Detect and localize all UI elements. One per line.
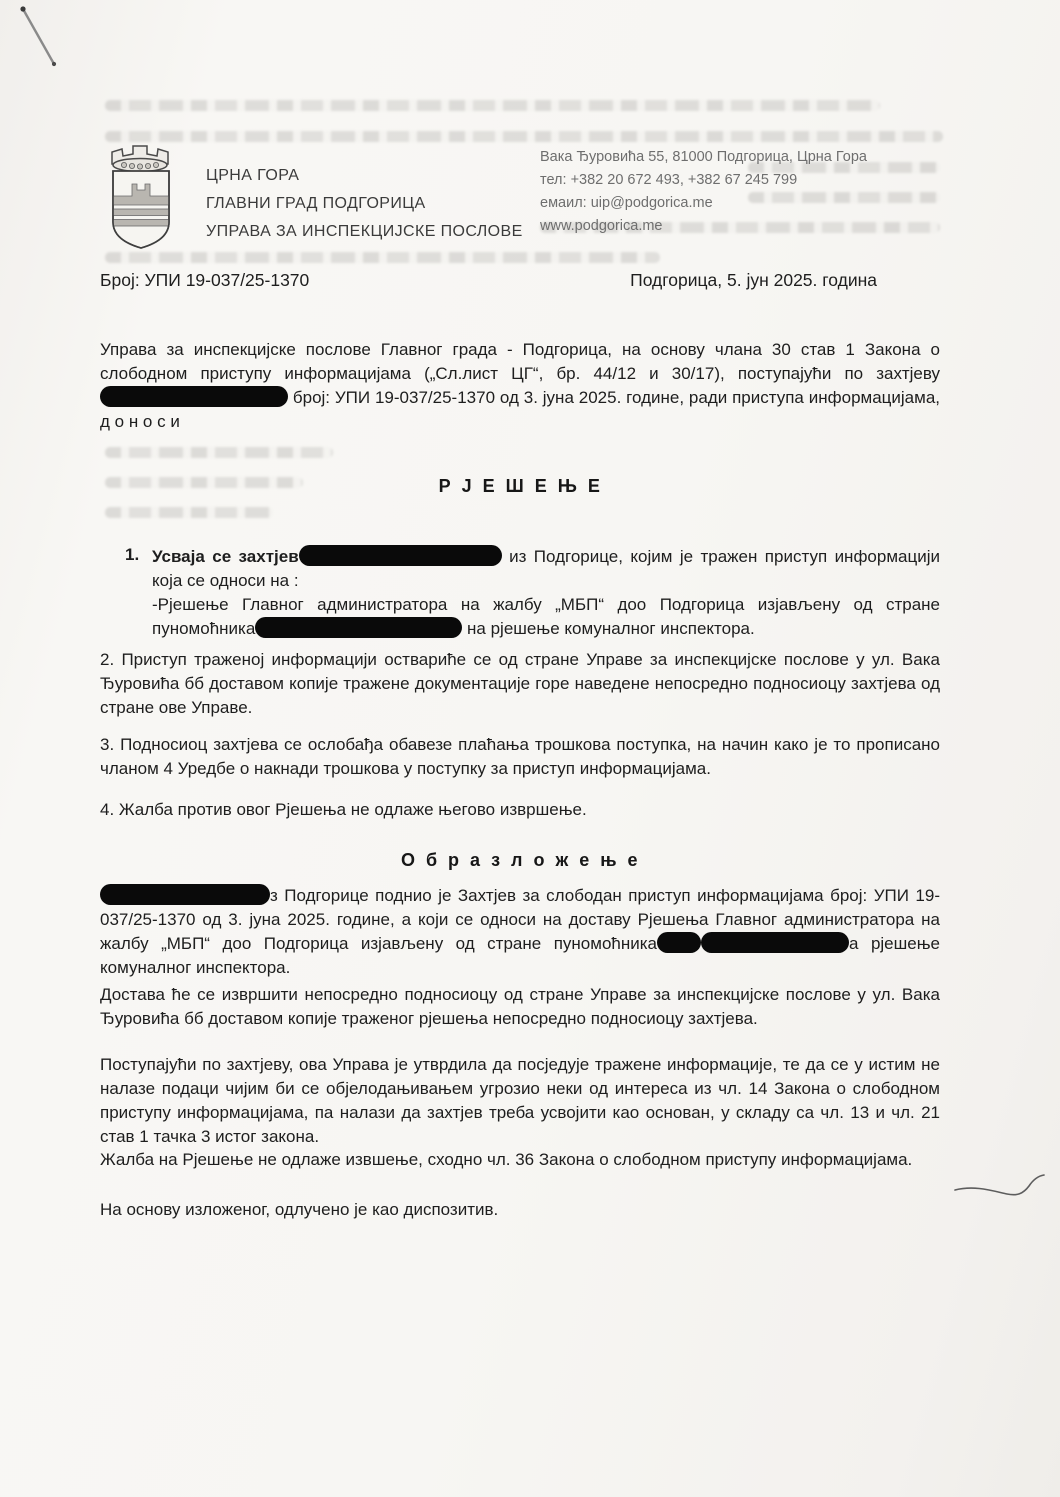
corner-mark bbox=[0, 0, 70, 80]
contact-address: Вака Ђуровића 55, 81000 Подгорица, Црна Гора bbox=[540, 149, 867, 165]
item1-number: 1. bbox=[125, 545, 140, 564]
intro-text-after: број: УПИ 19-037/25-1370 од 3. јуна 2025. године, ради приступа информацијама, д о н о с и bbox=[100, 388, 940, 431]
item1-sub-after: на рјешење комуналног инспектора. bbox=[467, 619, 755, 638]
decision-item-3: 3. Подносиоц захтјева се ослобађа обавезе плаћања трошкова поступка, на начин како је то прописано чланом 4 Уредбе о накнади трошкова у поступку за приступ информацијама. bbox=[100, 735, 940, 778]
contact-block bbox=[540, 146, 867, 238]
item1-sub-before: -Рјешење Главног администратора на жалбу „МБП“ доо Подгорица изјављену од стране пуномоћника bbox=[152, 595, 940, 638]
decision-item-1 bbox=[100, 545, 940, 641]
org-country: ЦРНА ГОРА bbox=[206, 167, 300, 184]
rationale-paragraph-4: Жалба на Рјешење не одлаже извшење, сходно чл. 36 Закона о слободном приступу информацијама. bbox=[100, 1150, 913, 1169]
rationale-paragraph-2: Достава ће се извршити непосредно подносиоцу од стране Управе за инспекцијске послове у ул. Вака Ђуровића бб доставом копије траженог рјешења непосредно подносиоцу захтјева. bbox=[100, 985, 940, 1028]
intro-text-before: Управа за инспекцијске послове Главног града - Подгорица, на основу члана 30 став 1 Закона о слободном приступу информацијама („Сл.лист ЦГ“, бр. 44/12 и 30/17), поступајући по захтјеву bbox=[100, 340, 940, 383]
rationale-paragraph-1 bbox=[100, 884, 940, 980]
intro-paragraph bbox=[100, 338, 940, 434]
contact-email: емаил: uip@podgorica.me bbox=[540, 195, 713, 211]
redaction-bar bbox=[701, 932, 849, 953]
pen-squiggle bbox=[945, 1158, 1055, 1208]
bleed-through-line bbox=[105, 252, 660, 263]
redaction-bar bbox=[255, 617, 462, 638]
decision-item-2: 2. Приступ траженој информацији оствариће се од стране Управе за инспекцијске послове у ул. Вака Ђуровића бб доставом копије тражене документације горе наведене непосредно подносиоцу захтјева од стране ове Управе. bbox=[100, 650, 940, 717]
redaction-bar bbox=[100, 884, 270, 905]
rationale-paragraph-3: Поступајући по захтјеву, ова Управа је утврдила да посједује тражене информације, те да се у истим не налазе подаци чијим би се објелодањивањем угрозио неки од интереса из чл. 14 Закона о слободном приступу информацијама, па налази да захтјев треба усвојити као основан, у складу са чл. 13 и чл. 21 став 1 тачка 3 истог закона. bbox=[100, 1055, 940, 1146]
contact-website: www.podgorica.me bbox=[540, 218, 663, 234]
rationale-p1-text-a: з Подгорице поднио је Захтјев за слободан приступ информацијама број: УПИ 19-037/25-1370 од 3. јуна 2025. године, а који се односи на доставу Рјешења Главног администратора на жалбу „МБП“ доо Подгорица изјављену од стране пуномоћника bbox=[100, 886, 940, 953]
coat-of-arms-icon bbox=[100, 140, 182, 252]
doc-number: Број: УПИ 19-037/25-1370 bbox=[100, 270, 310, 290]
bleed-through-line bbox=[105, 507, 273, 518]
place-date: Подгорица, 5. јун 2025. година bbox=[630, 270, 877, 290]
redaction-bar bbox=[100, 386, 288, 407]
org-department: УПРАВА ЗА ИНСПЕКЦИЈСКЕ ПОСЛОВЕ bbox=[206, 223, 523, 240]
letterhead bbox=[100, 140, 523, 252]
item1-subparagraph bbox=[152, 593, 940, 641]
rationale-heading: О б р а з л о ж е њ е bbox=[400, 850, 640, 870]
rationale-paragraph-5: На основу изложеног, одлучено је као диспозитив. bbox=[100, 1200, 499, 1219]
item1-text: из Подгорице, којим је тражен приступ информацији која се односи на : bbox=[152, 547, 940, 590]
item1-paragraph bbox=[152, 545, 940, 593]
decision-item-4: 4. Жалба против овог Рјешења не одлаже његово извршење. bbox=[100, 800, 587, 819]
item1-bold-lead: Усваја се захтјев bbox=[152, 547, 299, 566]
bleed-through-line bbox=[105, 447, 333, 458]
rationale-p1-text-b: а рјешење комуналног инспектора. bbox=[100, 934, 940, 977]
contact-phone: тел: +382 20 672 493, +382 67 245 799 bbox=[540, 172, 798, 188]
redaction-bar bbox=[299, 545, 502, 566]
redaction-bar bbox=[657, 932, 701, 953]
decision-heading: Р Ј Е Ш Е Њ Е bbox=[438, 476, 602, 496]
bleed-through-line bbox=[105, 100, 880, 111]
reference-row bbox=[100, 270, 940, 291]
org-city: ГЛАВНИ ГРАД ПОДГОРИЦА bbox=[206, 195, 426, 212]
